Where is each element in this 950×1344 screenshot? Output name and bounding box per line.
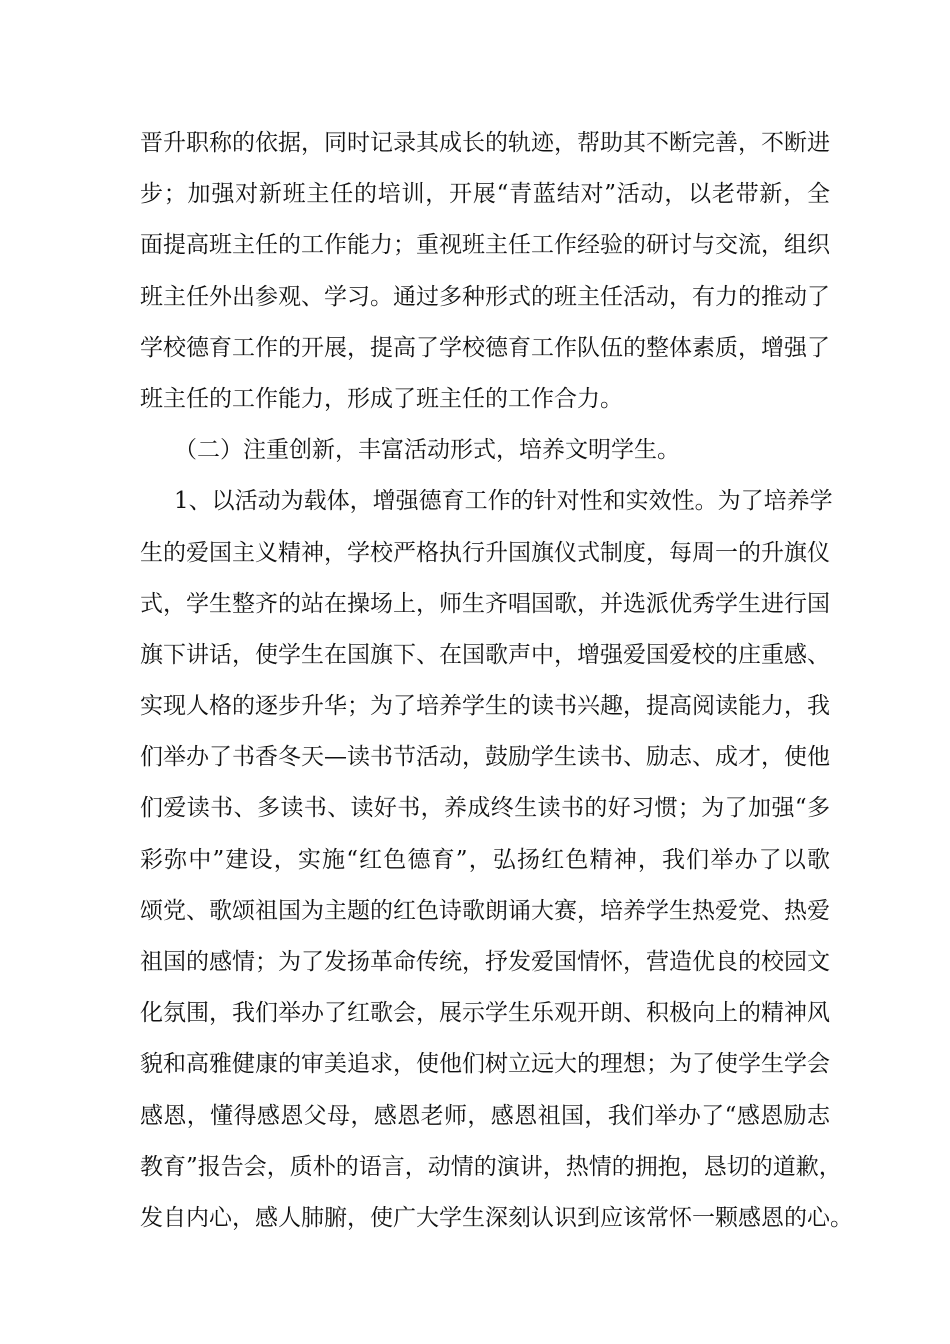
text-line: 班主任外出参观、学习。通过多种形式的班主任活动，有力的推动了: [140, 283, 830, 310]
section-heading: （二）注重创新，丰富活动形式，培养文明学生。: [174, 437, 680, 464]
text-line: 貌和高雅健康的审美追求，使他们树立远大的理想；为了使学生学会: [140, 1051, 830, 1078]
text-line: 旗下讲话，使学生在国旗下、在国歌声中，增强爱国爱校的庄重感、: [140, 641, 830, 668]
text-line: 祖国的感情；为了发扬革命传统，抒发爱国情怀，营造优良的校园文: [140, 949, 830, 975]
text-line: 实现人格的逐步升华；为了培养学生的读书兴趣，提高阅读能力，我: [140, 693, 830, 720]
text-line: 晋升职称的依据，同时记录其成长的轨迹，帮助其不断完善，不断进: [140, 130, 830, 156]
text-line: 式，学生整齐的站在操场上，师生齐唱国歌，并选派优秀学生进行国: [140, 590, 830, 617]
text-line: 1、以活动为载体，增强德育工作的针对性和实效性。为了培养学: [174, 488, 833, 515]
text-line: 们爱读书、多读书、读好书，养成终生读书的好习惯；为了加强“多: [140, 795, 830, 822]
text-line: 步；加强对新班主任的培训，开展“青蓝结对”活动，以老带新，全: [140, 181, 830, 208]
text-line: 感恩，懂得感恩父母，感恩老师，感恩祖国，我们举办了“感恩励志: [140, 1102, 830, 1129]
text-line: 彩弥中”建设，实施“红色德育”，弘扬红色精神，我们举办了以歌: [140, 846, 830, 873]
text-line: 颂党、歌颂祖国为主题的红色诗歌朗诵大赛，培养学生热爱党、热爱: [140, 897, 830, 924]
text-line: 面提高班主任的工作能力；重视班主任工作经验的研讨与交流，组织: [140, 232, 830, 259]
document-body: [140, 118, 853, 1244]
text-line: 学校德育工作的开展，提高了学校德育工作队伍的整体素质，增强了: [140, 334, 830, 361]
text-line: 们举办了书香冬天—读书节活动，鼓励学生读书、励志、成才，使他: [140, 744, 830, 771]
text-line: 化氛围，我们举办了红歌会，展示学生乐观开朗、积极向上的精神风: [140, 1000, 830, 1027]
text-line: 教育”报告会，质朴的语言，动情的演讲，热情的拥抱，恳切的道歉，: [140, 1153, 842, 1180]
text-line: 发自内心，感人肺腑，使广大学生深刻认识到应该常怀一颗感恩的心。: [140, 1204, 853, 1231]
text-line: 生的爱国主义精神，学校严格执行升国旗仪式制度，每周一的升旗仪: [140, 539, 830, 566]
text-line: 班主任的工作能力，形成了班主任的工作合力。: [140, 385, 623, 412]
